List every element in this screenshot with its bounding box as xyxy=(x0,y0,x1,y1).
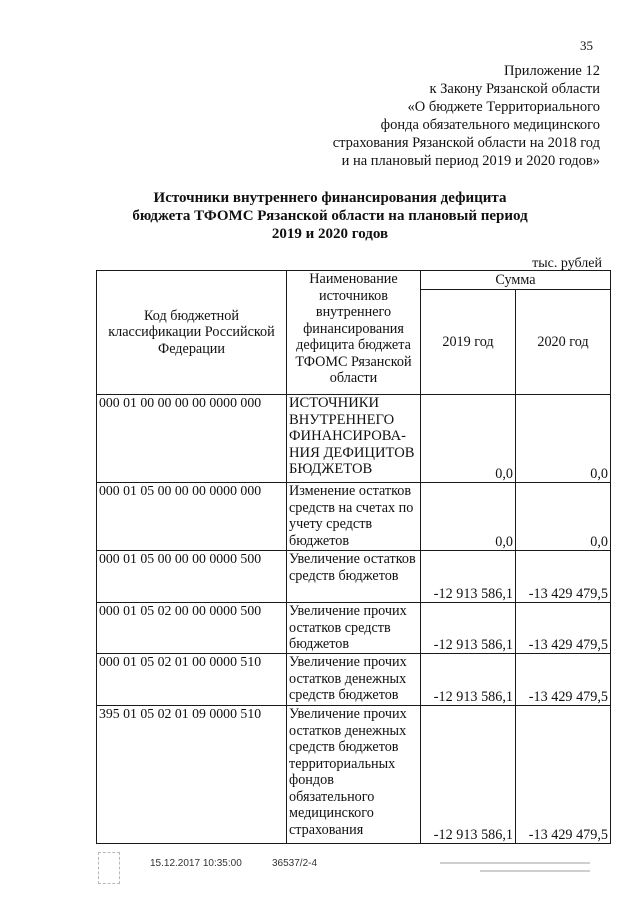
row-value-2019: 0,0 xyxy=(421,483,516,551)
units-label: тыс. рублей xyxy=(532,256,602,271)
row-code: 000 01 05 00 00 00 0000 500 xyxy=(97,551,287,603)
header-year-2020: 2020 год xyxy=(516,290,611,395)
table-row xyxy=(97,483,611,551)
row-name: Увеличение остатков средств бюджетов xyxy=(287,551,421,603)
appendix-line: и на плановый период 2019 и 2020 годов» xyxy=(341,153,600,169)
table-row xyxy=(97,706,611,844)
table-row xyxy=(97,603,611,654)
header-name: Наименование источников внутреннего финансирования дефицита бюджета ТФОМС Рязанской области xyxy=(287,271,421,395)
row-value-2019: -12 913 586,1 xyxy=(421,654,516,706)
table-row xyxy=(97,395,611,483)
page-footer xyxy=(0,850,640,900)
title-line: 2019 и 2020 годов xyxy=(271,226,389,242)
appendix-line: фонда обязательного медицинского xyxy=(380,117,600,133)
row-value-2020: -13 429 479,5 xyxy=(516,654,611,706)
row-code: 000 01 05 02 01 00 0000 510 xyxy=(97,654,287,706)
row-name: Изменение остатков средств на счетах по учету средств бюджетов xyxy=(287,483,421,551)
title-line: бюджета ТФОМС Рязанской области на плановый период xyxy=(132,208,528,224)
footer-datetime: 15.12.2017 10:35:00 xyxy=(150,858,242,869)
row-name: Увеличение прочих остатков денежных средств бюджетов территориальных фондов обязательного медицинского страхования xyxy=(287,706,421,844)
header-sum: Сумма xyxy=(421,271,611,290)
header-code: Код бюджетной классификации Российской Федерации xyxy=(97,271,287,395)
row-value-2020: 0,0 xyxy=(516,483,611,551)
row-code: 000 01 00 00 00 00 0000 000 xyxy=(97,395,287,483)
appendix-line: «О бюджете Территориального xyxy=(407,99,600,115)
appendix-header xyxy=(240,62,600,170)
appendix-line: страхования Рязанской области на 2018 год xyxy=(332,135,600,151)
row-value-2019: -12 913 586,1 xyxy=(421,551,516,603)
table-row xyxy=(97,551,611,603)
faint-stamp-mark xyxy=(98,852,120,884)
row-name: ИСТОЧНИКИ ВНУТРЕННЕГО ФИНАНСИРОВА-НИЯ ДЕФИЦИТОВ БЮДЖЕТОВ xyxy=(287,395,421,483)
row-name: Увеличение прочих остатков средств бюджетов xyxy=(287,603,421,654)
faint-footer-text xyxy=(440,856,590,878)
row-value-2020: -13 429 479,5 xyxy=(516,551,611,603)
row-value-2019: 0,0 xyxy=(421,395,516,483)
header-year-2019: 2019 год xyxy=(421,290,516,395)
row-code: 000 01 05 02 00 00 0000 500 xyxy=(97,603,287,654)
row-value-2019: -12 913 586,1 xyxy=(421,603,516,654)
appendix-line: к Закону Рязанской области xyxy=(429,81,600,97)
page-number: 35 xyxy=(580,38,593,53)
row-value-2019: -12 913 586,1 xyxy=(421,706,516,844)
appendix-line: Приложение 12 xyxy=(504,63,600,79)
row-value-2020: 0,0 xyxy=(516,395,611,483)
row-code: 395 01 05 02 01 09 0000 510 xyxy=(97,706,287,844)
row-name: Увеличение прочих остатков денежных средств бюджетов xyxy=(287,654,421,706)
footer-document-code: 36537/2-4 xyxy=(272,858,318,869)
row-code: 000 01 05 00 00 00 0000 000 xyxy=(97,483,287,551)
row-value-2020: -13 429 479,5 xyxy=(516,603,611,654)
document-title xyxy=(60,189,600,243)
row-value-2020: -13 429 479,5 xyxy=(516,706,611,844)
table-row xyxy=(97,654,611,706)
financing-sources-table xyxy=(96,270,611,844)
title-line: Источники внутреннего финансирования дефицита xyxy=(153,190,507,206)
